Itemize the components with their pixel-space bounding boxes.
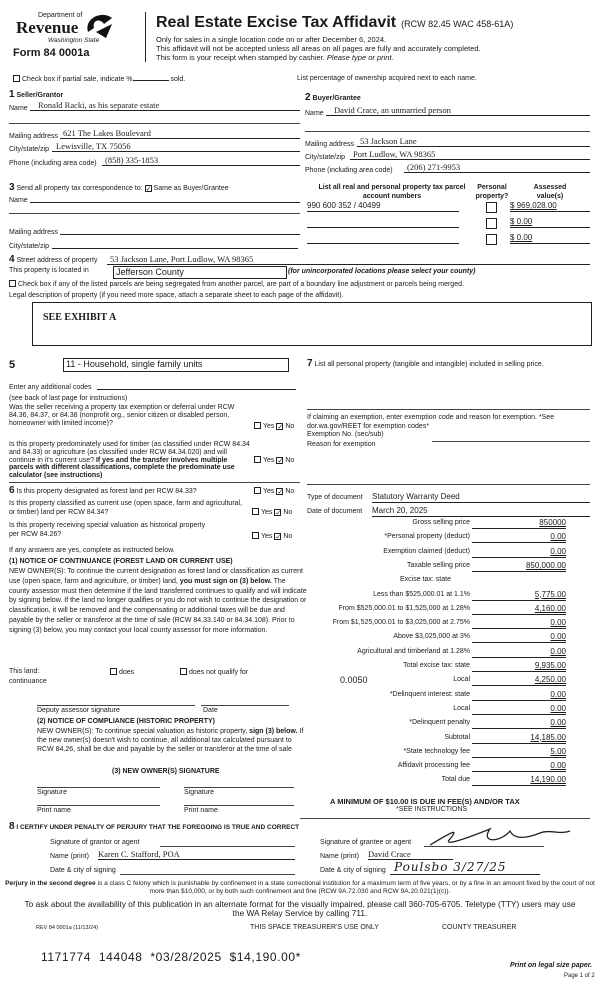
notice1-title: (1) NOTICE OF CONTINUANCE (FOREST LAND OR CURRENT USE)	[9, 558, 233, 565]
tax-row-label: Excise tax: state	[400, 576, 451, 584]
title-line	[156, 14, 513, 32]
deputy-sig-label: Deputy assessor signature	[37, 707, 120, 714]
if-yes-note: If any answers are yes, complete as instructed below.	[9, 547, 175, 554]
forest-no-checkbox[interactable]: ✓	[277, 489, 284, 496]
tax-row-value[interactable]: 4,160.00	[534, 603, 566, 613]
reason-label: Reason for exemption	[307, 441, 376, 448]
tax-row	[300, 633, 590, 645]
corr-mail-field[interactable]	[60, 224, 300, 235]
current-use-no-checkbox[interactable]: ✓	[275, 510, 282, 517]
new-owner-sig-title: (3) NEW OWNER(S) SIGNATURE	[112, 768, 220, 775]
personal-property-checkbox[interactable]	[486, 234, 497, 245]
timber-question: Is this property predominately used for timber (as classified under RCW 84.34 and 84.33) or agriculture (as classified under RCW 84.34.020) and will continue in it's current use? If yes and the transfer involves multiple parcels with different classifications, complete the predominate use calculator (see instructions)	[9, 441, 250, 480]
tax-row	[300, 748, 590, 760]
divider	[9, 482, 300, 483]
partial-sale-row: Check box if partial sale, indicate % sold.	[13, 75, 185, 83]
notice2-text: NEW OWNER(S): To continue special valuation as historic property, sign (3) below. If the new owner(s) doesn't wish to continue, all additional tax calculated pursuant to RCW 84.26, shall be due and payable by the seller or transferor at the time of sale	[37, 728, 304, 753]
personal-property-label: 7 List all personal property (tangible and intangible) included in selling price.	[307, 358, 544, 369]
tax-row	[300, 676, 590, 688]
tax-row-label: Taxable selling price	[406, 561, 470, 569]
buyer-mail-label: Mailing address	[305, 141, 355, 148]
tax-row-label: *Personal property (deduct)	[384, 533, 470, 541]
seller-phone-label: Phone (including area code)	[9, 160, 97, 167]
deputy-sig-line[interactable]	[37, 705, 195, 706]
tax-row	[300, 734, 590, 746]
minimum-due-note: A MINIMUM OF $10.00 IS DUE IN FEE(S) AND/OR TAX	[330, 797, 520, 806]
form-number: Form 84 0001a	[13, 47, 90, 59]
tax-row-label: Local	[453, 704, 470, 712]
forest-yes-checkbox[interactable]	[254, 487, 261, 494]
partial-sale-checkbox[interactable]	[13, 75, 20, 82]
forest-question: 6 Is this property designated as forest land per RCW 84.33?	[9, 485, 197, 496]
historic-no-checkbox[interactable]: ✓	[275, 534, 282, 541]
tax-row-value[interactable]: 0.00	[550, 646, 566, 656]
tax-row-value[interactable]: 0.00	[550, 546, 566, 556]
title-citation: (RCW 82.45 WAC 458-61A)	[401, 19, 514, 29]
doc-date-label: Date of document	[307, 508, 363, 515]
tax-row-value[interactable]: 14,190.00	[530, 775, 566, 785]
county-treasurer-label: COUNTY TREASURER	[442, 924, 517, 931]
tax-row-line	[472, 642, 566, 643]
tax-row-value[interactable]: 0.00	[550, 718, 566, 728]
tax-row-line	[472, 614, 566, 615]
owner-sig-line-1[interactable]	[37, 787, 160, 788]
signature-label-2: Signature	[184, 789, 214, 796]
tax-row-line	[472, 757, 566, 758]
continuance-label: continuance	[9, 678, 47, 685]
tax-row-label: *Delinquent interest: state	[389, 690, 470, 698]
seller-city-field[interactable]: Lewisville, TX 75056	[52, 141, 300, 152]
exemption-no-label: Exemption No. (sec/sub)	[307, 431, 384, 438]
ownership-note: List percentage of ownership acquired next to each name.	[297, 75, 477, 82]
notice2-title: (2) NOTICE OF COMPLIANCE (HISTORIC PROPERTY)	[37, 718, 215, 725]
tax-row	[300, 662, 590, 674]
seller-phone-field[interactable]: (858) 335-1853	[102, 155, 300, 166]
use-code-select[interactable]: 11 - Household, single family units	[63, 358, 289, 372]
personal-property-checkbox[interactable]	[486, 202, 497, 213]
timber-yes-checkbox[interactable]	[254, 456, 261, 463]
grantor-name-field[interactable]: Karen C. Stafford, POA	[98, 849, 295, 860]
treasurer-use-label: THIS SPACE TREASURER'S USE ONLY	[250, 924, 379, 931]
grantee-date-field[interactable]	[390, 861, 540, 875]
section-5-number: 5	[9, 359, 16, 371]
same-as-buyer-checkbox[interactable]: ✓	[145, 186, 152, 193]
parcel-header: List all real and personal property tax parcel account numbers	[318, 184, 466, 200]
perjury-notice: Perjury in the second degree is a class C felony which is punishable by confinement in a state correctional institution for a maximum term of five years, or by a fine in an amount fixed by the court of not more than $10,000, or by both such confinement and fine (RCW 9A.72.030 and RCW 9A.20.021(1)(c)).	[5, 880, 595, 895]
buyer-city-field[interactable]: Port Ludlow, WA 98365	[350, 149, 590, 160]
owner-sig-line-2[interactable]	[184, 787, 294, 788]
county-note: (for unincorporated locations please select your county)	[288, 268, 476, 275]
logo-department: Department of	[38, 12, 83, 19]
tax-row-line	[472, 743, 566, 744]
legal-label: Legal description of property (if you need more space, attach a separate sheet to each page of the affidavit).	[9, 292, 344, 299]
see-instructions-note: *SEE INSTRUCTIONS	[396, 806, 468, 813]
divider	[300, 818, 590, 819]
grantee-name-label: Name (print)	[320, 853, 359, 860]
tax-row-label: *Delinquent penalty	[409, 719, 470, 727]
tax-row-value[interactable]: 0.00	[550, 703, 566, 713]
tax-row	[300, 648, 590, 660]
tax-row-label: Above $3,025,000 at 3%	[393, 633, 470, 641]
seller-heading: 1 Seller/Grantor	[9, 89, 64, 100]
doc-type-label: Type of document	[307, 494, 363, 501]
segregated-checkbox[interactable]	[9, 280, 16, 287]
assessed-value-field[interactable]: $ 0.00	[510, 233, 590, 244]
corr-city-field[interactable]	[52, 238, 298, 249]
located-label: This property is located in	[9, 267, 89, 274]
seller-name-label: Name	[9, 105, 28, 112]
parcel-number-field[interactable]	[307, 217, 459, 228]
buyer-name-line2	[305, 131, 590, 132]
treasurer-stamp: 1171774 144048 *03/28/2025 $14,190.00*	[41, 950, 301, 964]
legal-description-field[interactable]	[32, 302, 592, 346]
tax-row	[300, 591, 590, 603]
revision-label: REV 84 0001a (11/13/24)	[36, 925, 98, 931]
tax-row-value[interactable]: 4,250.00	[534, 675, 566, 685]
deputy-date-line[interactable]	[201, 705, 289, 706]
assessed-value-field[interactable]: $ 0.00	[510, 217, 590, 228]
tax-row-label: Agricultural and timberland at 1.28%	[357, 647, 470, 655]
personal-header: Personal property?	[475, 184, 509, 200]
does-option: does	[110, 668, 134, 676]
current-use-yes-no: Yes ✓ No	[252, 508, 292, 516]
tax-row	[300, 619, 590, 631]
certify-heading: 8 I CERTIFY UNDER PENALTY OF PERJURY THAT THE FOREGOING IS TRUE AND CORRECT	[9, 821, 300, 832]
print-name-label-2: Print name	[184, 807, 218, 814]
grantor-sig-field[interactable]	[160, 846, 295, 847]
correspondence-heading: 3 Send all property tax correspondence to: ✓ Same as Buyer/Grantee	[9, 182, 229, 193]
legal-description-text: SEE EXHIBIT A	[43, 312, 117, 323]
tax-row-label: From $525,000.01 to $1,525,000 at 1.28%	[338, 604, 470, 612]
grantor-date-label: Date & city of signing	[50, 867, 116, 874]
tax-row-label: Gross selling price	[412, 519, 470, 526]
doc-date-field[interactable]: March 20, 2025	[372, 506, 590, 517]
header-line-1: Only for sales in a single location code on or after December 6, 2024.	[156, 35, 387, 44]
grantee-date-handwriting: Poulsbo 3/27/25	[394, 860, 507, 874]
tax-row	[300, 762, 590, 774]
tax-row-line	[472, 571, 566, 572]
tax-row	[300, 562, 590, 574]
exemption-note: If claiming an exemption, enter exemption code and reason for exemption. *See dor.wa.gov/REET for exemption codes*	[307, 414, 555, 430]
corr-name-line2	[9, 213, 300, 214]
partial-sale-percent[interactable]	[133, 80, 169, 81]
parcel-number-field[interactable]: 990 600 352 / 40499	[307, 201, 459, 212]
tax-row	[300, 691, 590, 703]
does-not-option: does not qualify for	[180, 668, 248, 676]
grantor-name-label: Name (print)	[50, 853, 89, 860]
tax-row-label: From $1,525,000.01 to $3,025,000 at 2.75%	[332, 619, 470, 627]
tax-row-value[interactable]: 850,000.00	[525, 560, 566, 570]
exemption-question: Was the seller receiving a property tax exemption or deferral under RCW 84.36, 84.37, or 84.38 (nonprofit org., senior citizen or disabled person, homeowner with limited income)?	[9, 404, 235, 427]
personal-property-line[interactable]	[307, 409, 590, 410]
current-use-yes-checkbox[interactable]	[252, 508, 259, 515]
seller-name-field[interactable]: Ronald Racki, as his separate estate	[30, 100, 300, 111]
buyer-phone-field[interactable]: (206) 271-9953	[404, 162, 590, 173]
header-line-2: This affidavit will not be accepted unless all areas on all pages are fully and accurately completed.	[156, 44, 481, 53]
tax-row-line	[472, 685, 566, 686]
tax-row-label: Less than $525,000.01 at 1.1%	[373, 590, 470, 598]
tax-row-value[interactable]: 5,775.00	[534, 589, 566, 599]
tax-row-line	[472, 600, 566, 601]
tax-row-line	[472, 771, 566, 772]
tax-row	[300, 719, 590, 731]
additional-codes-label: Enter any additional codes	[9, 384, 92, 391]
corr-city-label: City/state/zip	[9, 243, 50, 250]
timber-no-checkbox[interactable]: ✓	[277, 458, 284, 465]
historic-yes-no: Yes ✓ No	[252, 532, 292, 540]
local-rate: 0.0050	[340, 675, 368, 686]
grantee-sig-label: Signature of grantee or agent	[320, 839, 412, 846]
personal-property-checkbox[interactable]	[486, 218, 497, 229]
tax-row	[300, 776, 590, 788]
tax-row-label: *State technology fee	[403, 747, 470, 755]
assessed-value-field[interactable]: $ 969,028.00	[510, 201, 590, 212]
grantor-date-field[interactable]	[120, 874, 295, 875]
tax-row	[300, 705, 590, 717]
tax-row-label: Local	[453, 676, 470, 684]
exemption-no-checkbox[interactable]: ✓	[277, 424, 284, 431]
tax-row-line	[472, 542, 566, 543]
tax-row-line	[472, 657, 566, 658]
additional-codes-field[interactable]	[97, 379, 296, 390]
print-legal-note: Print on legal size paper.	[510, 962, 593, 969]
exemption-no-field[interactable]	[432, 441, 590, 442]
street-field[interactable]: 53 Jackson Lane, Port Ludlow, WA 98365	[107, 254, 590, 265]
exemption-yes-no: Yes ✓ No	[254, 422, 294, 430]
print-name-label-1: Print name	[37, 807, 71, 814]
tax-row-value[interactable]: 0.00	[550, 532, 566, 542]
buyer-name-label: Name	[305, 110, 324, 117]
tax-row	[300, 576, 590, 588]
owner-print-line-2[interactable]	[184, 805, 294, 806]
grantee-date-label: Date & city of signing	[320, 867, 386, 874]
tax-row-value[interactable]: 0.00	[550, 761, 566, 771]
historic-question: Is this property receiving special valuation as historical property per RCW 84.26?	[9, 522, 206, 538]
does-not-checkbox[interactable]	[180, 668, 187, 675]
parcel-number-field[interactable]	[307, 233, 459, 244]
grantee-name-field[interactable]: David Crace	[368, 849, 453, 860]
seller-mail-field[interactable]: 621 The Lakes Boulevard	[60, 128, 300, 139]
current-use-question: Is this property classified as current use (open space, farm and agricultural, or timber) land per RCW 84.34?	[9, 500, 243, 516]
corr-mail-label: Mailing address	[9, 229, 59, 236]
see-back-note: (see back of last page for instructions)	[9, 395, 128, 402]
buyer-heading: 2 Buyer/Grantee	[305, 92, 361, 103]
tax-row-value[interactable]: 14,185.00	[530, 732, 566, 742]
corr-name-label: Name	[9, 197, 28, 204]
seller-name-line2	[9, 123, 300, 124]
accessibility-notice: To ask about the availability of this publication in an alternate format for the visually impaired, please call 360-705-6705. Teletype (TTY) users may use the WA Relay Service by calling 711.	[24, 899, 576, 918]
notice1-text: NEW OWNER(S): To continue the current designation as forest land or classification as current use (open space, farm and agriculture, or timber) land, you must sign on (3) below. The county assessor must then determine if the land transferred continues to qualify and will indicate by signing below. If the land no longer qualifies or you do not wish to continue the designation or classification, it will be removed and the compensating or additional taxes will be due and payable by the seller or transferor at the time of sale (RCW 84.33.140 or 84.34.108). Prior to signing (3) below, you may contact your local county assessor for more information.	[9, 568, 307, 634]
buyer-city-label: City/state/zip	[305, 154, 346, 161]
historic-yes-checkbox[interactable]	[252, 532, 259, 539]
segregated-row: Check box if any of the listed parcels are being segregated from another parcel, are part of a boundary line adjustment or parcels being merged.	[9, 280, 464, 288]
tax-row-value[interactable]: 0.00	[550, 689, 566, 699]
assessed-header: Assessed value(s)	[533, 184, 567, 200]
buyer-name-field[interactable]: David Crace, an unmarried person	[326, 105, 590, 116]
tax-row	[300, 605, 590, 617]
buyer-mail-field[interactable]: 53 Jackson Lane	[357, 136, 590, 147]
tax-row-label: Affidavit processing fee	[397, 762, 470, 770]
grantee-signature-icon	[420, 823, 580, 851]
tax-row	[300, 533, 590, 545]
tax-row-label: Exemption claimed (deduct)	[383, 547, 470, 555]
page-number: Page 1 of 2	[564, 973, 595, 979]
tax-row-line	[472, 700, 566, 701]
county-select[interactable]: Jefferson County	[113, 266, 287, 279]
does-checkbox[interactable]	[110, 668, 117, 675]
tax-row-line	[472, 557, 566, 558]
page-title: Real Estate Excise Tax Affidavit	[156, 14, 397, 31]
grantor-sig-label: Signature of grantor or agent	[50, 839, 140, 846]
this-land-label: This land:	[9, 668, 40, 675]
tax-row-label: Total due	[441, 776, 470, 784]
tax-row-line	[472, 628, 566, 629]
seller-mail-label: Mailing address	[9, 133, 59, 140]
tax-row-line	[472, 728, 566, 729]
tax-row-value[interactable]: 5.00	[550, 746, 566, 756]
tax-row-line	[472, 528, 566, 529]
tax-row-value[interactable]: 850000	[539, 518, 566, 527]
tax-row-value[interactable]: 0.00	[550, 632, 566, 642]
logo-revenue: Revenue	[16, 18, 79, 37]
forest-yes-no: Yes ✓ No	[254, 487, 294, 495]
doc-type-field[interactable]: Statutory Warranty Deed	[372, 492, 590, 503]
deputy-date-label: Date	[203, 707, 218, 714]
timber-yes-no: Yes ✓ No	[254, 456, 294, 464]
exemption-yes-checkbox[interactable]	[254, 422, 261, 429]
tax-row-line	[472, 785, 566, 786]
reason-field[interactable]	[307, 484, 590, 485]
signature-label-1: Signature	[37, 789, 67, 796]
tax-row-label: Total excise tax: state	[403, 662, 470, 669]
buyer-phone-label: Phone (including area code)	[305, 167, 393, 174]
seller-city-label: City/state/zip	[9, 146, 50, 153]
tax-row-label: Subtotal	[444, 733, 470, 741]
tax-row	[300, 548, 590, 560]
tax-row-line	[472, 671, 566, 672]
corr-name-field[interactable]	[30, 192, 300, 203]
owner-print-line-1[interactable]	[37, 805, 160, 806]
tax-row-value[interactable]: 0.00	[550, 618, 566, 628]
tax-row	[300, 519, 590, 531]
header-divider	[145, 12, 146, 62]
street-row: 4 Street address of property	[9, 254, 98, 265]
tax-row-line	[472, 714, 566, 715]
logo-state: Washington State	[48, 37, 100, 44]
header-line-3: This form is your receipt when stamped by cashier. Please type or print.	[156, 53, 394, 62]
dor-logo-icon	[82, 10, 116, 40]
tax-row-value[interactable]: 9,935.00	[534, 661, 566, 670]
